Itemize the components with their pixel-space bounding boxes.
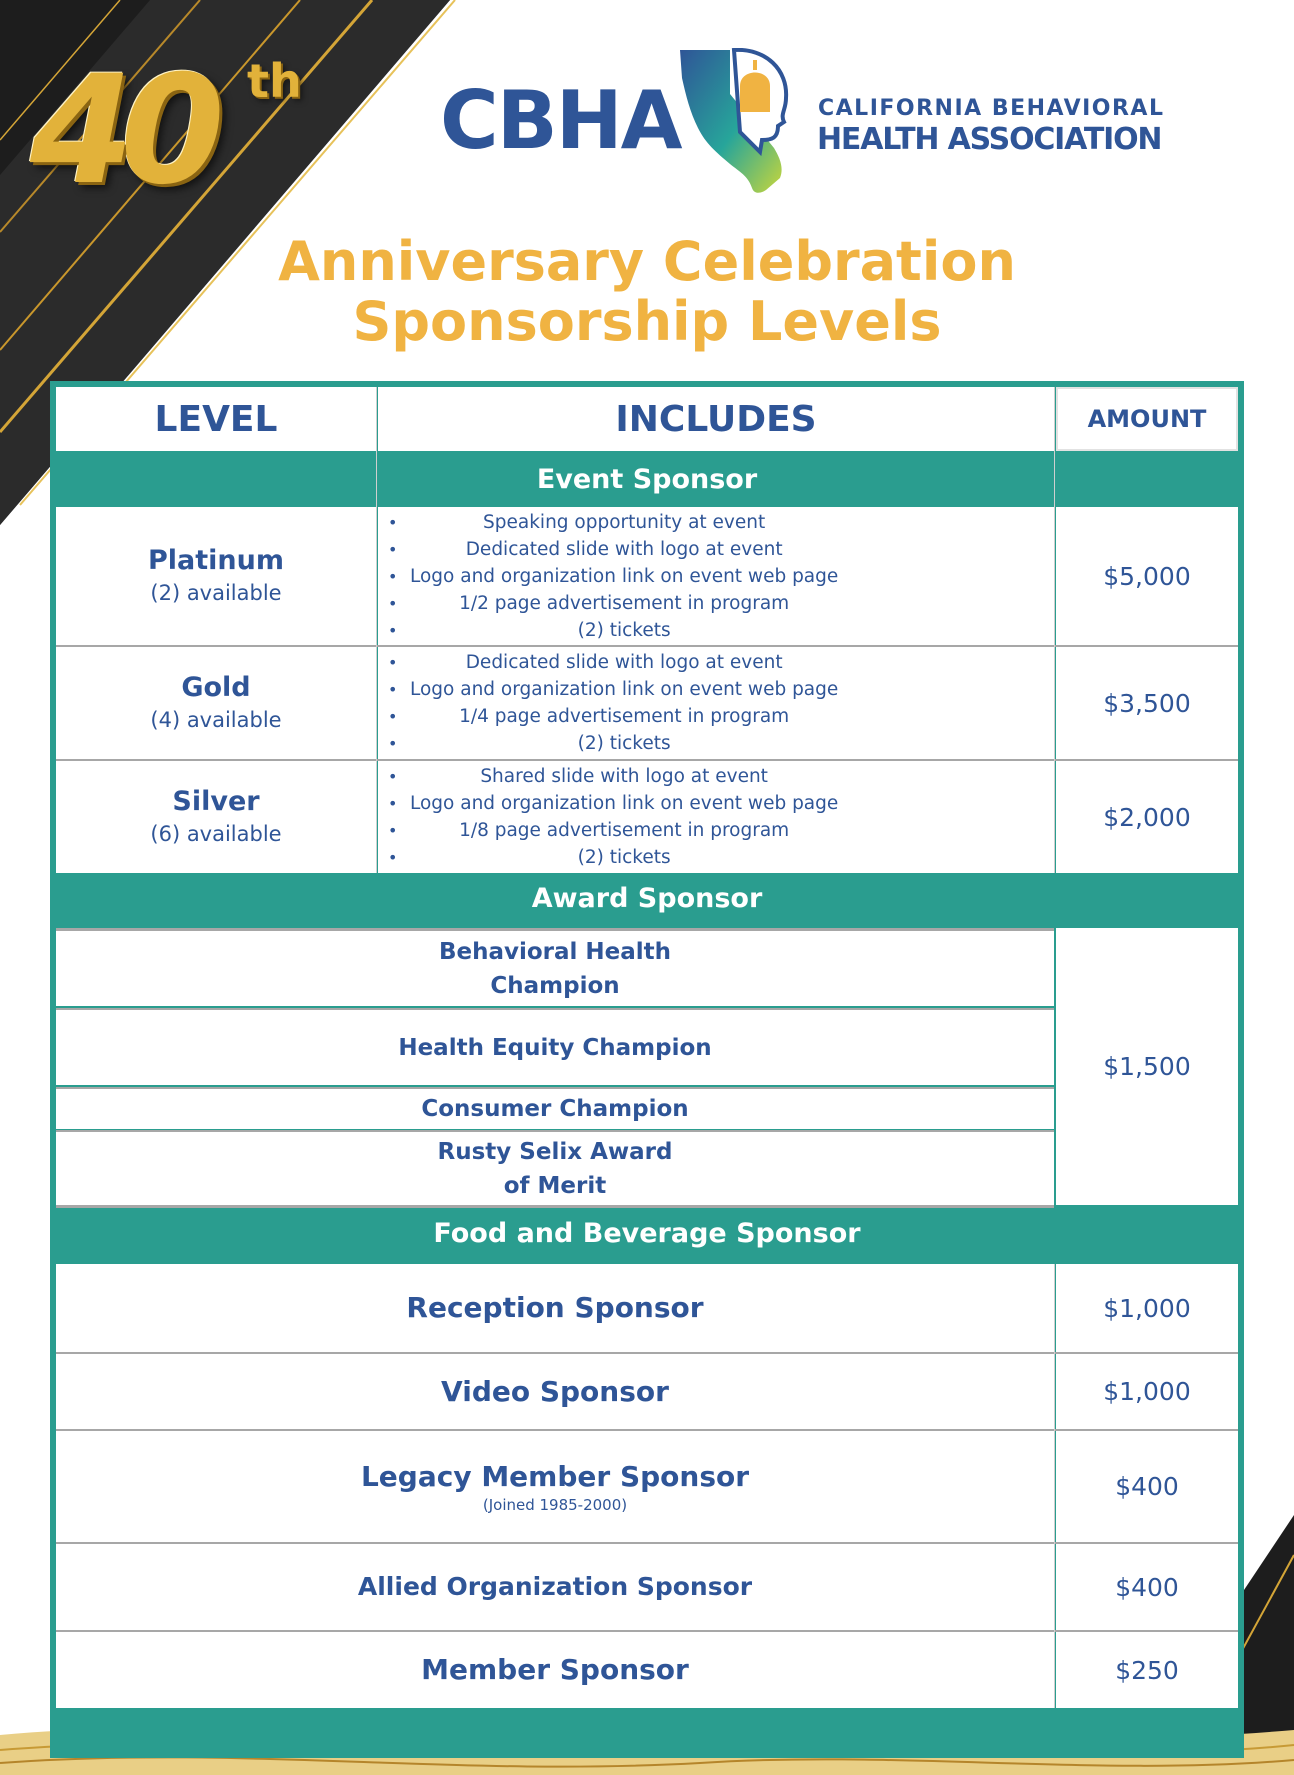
benefits-list — [406, 649, 838, 757]
row-divider — [56, 1352, 1238, 1354]
sponsor-allied-organization — [56, 1544, 1054, 1630]
benefit-item: • Logo and organization link on event web page — [406, 790, 838, 817]
cbha-logo — [440, 48, 1180, 198]
section-event-sponsor: Event Sponsor — [536, 464, 758, 495]
level-silver — [56, 761, 376, 873]
row-divider — [56, 1630, 1238, 1632]
benefit-item: • Logo and organization link on event web page — [406, 676, 838, 703]
header-amount: AMOUNT — [1056, 387, 1238, 451]
amount-silver: $2,000 — [1056, 761, 1238, 873]
40th-anniversary-badge — [22, 46, 312, 216]
row-divider — [56, 645, 1238, 647]
level-availability: (4) available — [150, 708, 282, 732]
award-consumer-champion — [56, 1087, 1054, 1129]
badge-number: 40 — [30, 44, 211, 218]
sponsor-member — [56, 1632, 1054, 1708]
level-platinum — [56, 507, 376, 645]
badge-suffix: th — [247, 54, 302, 108]
benefit-item: • 1/2 page advertisement in program — [406, 590, 838, 617]
row-divider — [56, 1429, 1238, 1431]
award-name: Behavioral Health — [438, 938, 672, 965]
header-includes: INCLUDES — [378, 387, 1054, 451]
benefit-item: • Logo and organization link on event web page — [406, 563, 838, 590]
award-rusty-selix — [56, 1130, 1054, 1208]
benefit-item: • 1/8 page advertisement in program — [406, 817, 838, 844]
level-name: Silver — [172, 786, 260, 817]
logo-text-line1: CALIFORNIA BEHAVIORAL — [818, 96, 1165, 121]
sponsor-name: Allied Organization Sponsor — [357, 1572, 753, 1601]
section-award-sponsor: Award Sponsor — [531, 883, 763, 914]
amount-platinum: $5,000 — [1056, 507, 1238, 645]
column-divider — [1054, 387, 1055, 873]
benefits-list — [406, 763, 838, 871]
award-health-equity-champion — [56, 1008, 1054, 1085]
sponsor-note: (Joined 1985-2000) — [482, 1495, 628, 1514]
amount-reception: $1,000 — [1056, 1264, 1238, 1352]
award-name: Champion — [490, 972, 620, 999]
level-name: Platinum — [147, 545, 284, 576]
benefit-item: • Shared slide with logo at event — [406, 763, 838, 790]
california-map-icon — [676, 48, 806, 198]
logo-text-line2: HEALTH ASSOCIATION — [817, 122, 1162, 157]
benefit-item: • Speaking opportunity at event — [406, 509, 838, 536]
page-title-line2: Sponsorship Levels — [352, 290, 942, 353]
amount-award: $1,500 — [1056, 928, 1238, 1205]
benefit-item: • 1/4 page advertisement in program — [406, 703, 838, 730]
sponsor-name: Member Sponsor — [421, 1653, 689, 1686]
sponsor-reception — [56, 1264, 1054, 1352]
includes-gold — [378, 647, 1054, 759]
amount-legacy-member: $400 — [1056, 1431, 1238, 1542]
includes-platinum — [378, 507, 1054, 645]
award-name: Consumer Champion — [421, 1096, 689, 1122]
level-availability: (2) available — [150, 581, 282, 605]
level-name: Gold — [181, 672, 251, 703]
benefit-item: • (2) tickets — [406, 617, 838, 644]
column-divider — [1054, 1264, 1055, 1708]
logo-abbreviation: CBHA — [440, 74, 681, 167]
sponsor-name: Video Sponsor — [441, 1374, 669, 1408]
sponsor-name: Reception Sponsor — [406, 1291, 704, 1324]
level-gold — [56, 647, 376, 759]
sponsorship-table — [50, 381, 1244, 1758]
column-divider — [376, 387, 377, 873]
page-title-line1: Anniversary Celebration — [278, 230, 1016, 293]
amount-member: $250 — [1056, 1632, 1238, 1708]
award-behavioral-health-champion — [56, 928, 1054, 1006]
sponsor-video — [56, 1354, 1054, 1429]
level-availability: (6) available — [150, 822, 282, 846]
benefit-item: • Dedicated slide with logo at event — [406, 649, 838, 676]
header-level: LEVEL — [56, 387, 376, 451]
benefits-list — [406, 509, 838, 644]
section-food-beverage-sponsor: Food and Beverage Sponsor — [433, 1218, 861, 1249]
amount-gold: $3,500 — [1056, 647, 1238, 759]
row-divider — [56, 759, 1238, 761]
award-name: Health Equity Champion — [398, 1034, 712, 1061]
amount-allied-organization: $400 — [1056, 1544, 1238, 1630]
award-name: of Merit — [503, 1172, 607, 1199]
benefit-item: • (2) tickets — [406, 844, 838, 871]
benefit-item: • (2) tickets — [406, 730, 838, 757]
includes-silver — [378, 761, 1054, 873]
sponsor-legacy-member — [56, 1431, 1054, 1542]
award-name: Rusty Selix Award — [437, 1138, 673, 1165]
sponsor-name: Legacy Member Sponsor — [360, 1459, 750, 1493]
row-divider — [56, 1542, 1238, 1544]
amount-video: $1,000 — [1056, 1354, 1238, 1429]
benefit-item: • Dedicated slide with logo at event — [406, 536, 838, 563]
